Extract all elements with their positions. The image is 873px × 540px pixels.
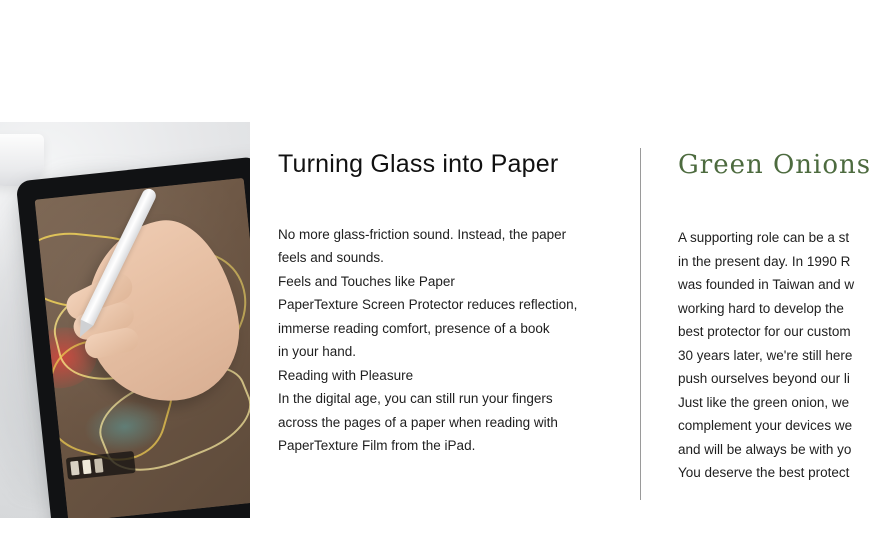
drawing-toolbar[interactable] xyxy=(66,451,136,480)
brand-logo: Green Onions xyxy=(678,150,872,180)
body-line: feels and sounds. xyxy=(278,250,384,266)
center-column xyxy=(278,150,618,458)
body-line: A supporting role can be a st xyxy=(678,230,850,245)
body-line: immerse reading comfort, presence of a book xyxy=(278,320,550,336)
body-line: in your hand. xyxy=(278,344,357,360)
right-column xyxy=(678,150,873,485)
center-body-text xyxy=(278,223,618,458)
tool-marker-icon[interactable] xyxy=(82,459,91,474)
body-line: best protector for our custom xyxy=(678,324,851,339)
body-line: working hard to develop the xyxy=(678,300,844,316)
body-line: and will be always be with yo xyxy=(678,441,852,457)
tool-pen-icon[interactable] xyxy=(70,461,79,476)
body-line: complement your devices we xyxy=(678,418,853,433)
body-line: 30 years later, we're still here xyxy=(678,347,853,363)
body-line: In the digital age, you can still run your fingers xyxy=(278,391,553,407)
body-line: PaperTexture Film from the iPad. xyxy=(278,438,476,454)
coffee-cup xyxy=(0,134,44,186)
body-line: push ourselves beyond our li xyxy=(678,371,850,386)
body-line: No more glass-friction sound. Instead, the paper xyxy=(278,226,567,242)
page-title: Turning Glass into Paper xyxy=(278,150,559,178)
body-line: was founded in Taiwan and w xyxy=(678,277,855,292)
body-line: Just like the green onion, we xyxy=(678,394,850,410)
body-line: Feels and Touches like Paper xyxy=(278,273,455,289)
body-line: Reading with Pleasure xyxy=(278,367,414,383)
product-photo xyxy=(0,122,250,518)
right-body-text xyxy=(678,226,873,485)
body-line: You deserve the best protect xyxy=(678,465,850,480)
tool-eraser-icon[interactable] xyxy=(94,458,103,473)
body-line: PaperTexture Screen Protector reduces reflection, xyxy=(278,297,578,313)
body-line: in the present day. In 1990 R xyxy=(678,253,851,269)
column-divider xyxy=(640,148,641,500)
body-line: across the pages of a paper when reading with xyxy=(278,414,558,430)
